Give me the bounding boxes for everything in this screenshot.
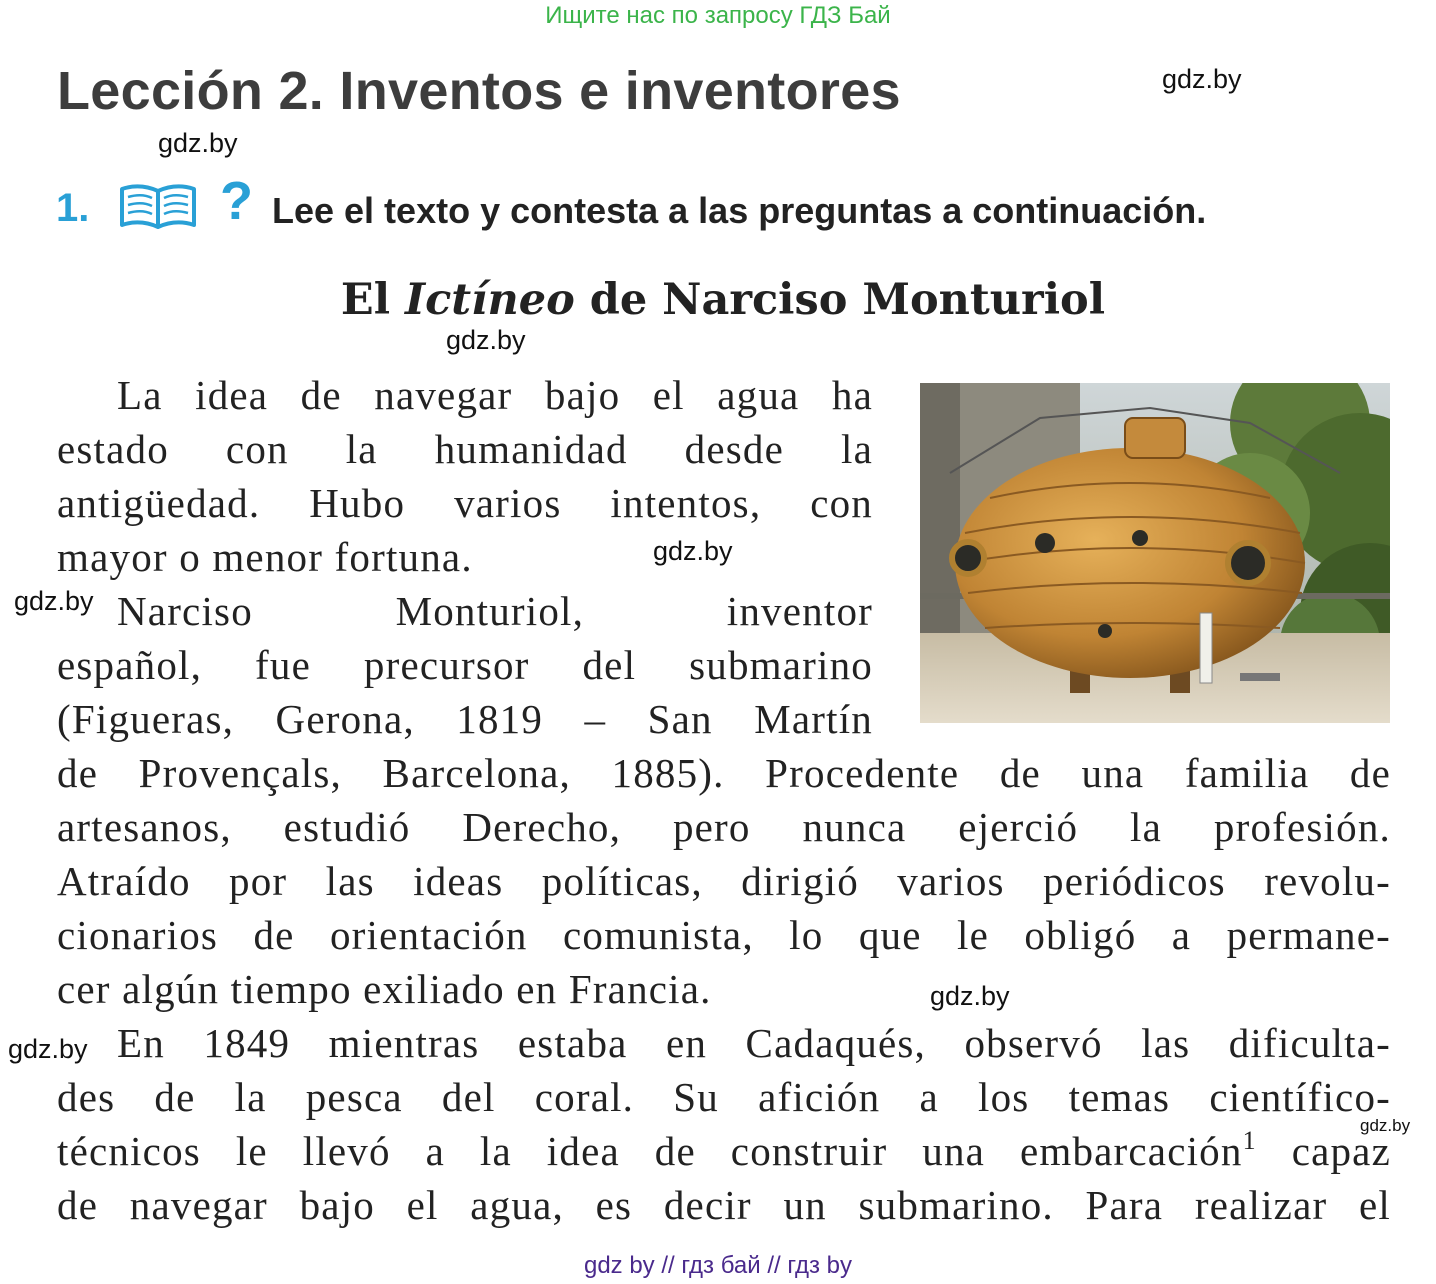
watermark: gdz.by: [158, 128, 238, 158]
top-banner: Ищите нас по запросу ГДЗ Бай: [545, 2, 891, 29]
watermark: gdz.by: [446, 325, 526, 355]
text-fragment: técnicos le llevó a la idea de construir una embarcación: [57, 1128, 1243, 1174]
footnote-mark: 1: [1242, 1126, 1257, 1155]
text-line: Narciso Monturiol, inventor: [117, 588, 873, 634]
text-line: de navegar bajo el agua, es decir un submarino. Para realizar el: [57, 1182, 1391, 1228]
watermark: gdz.by: [14, 586, 94, 616]
text-line: cer algún tiempo exiliado en Francia.: [57, 966, 712, 1012]
text-line: des de la pesca del coral. Su afición a los temas científico-: [57, 1074, 1391, 1120]
text-line: cionarios de orientación comunista, lo que le obligó a permane-: [57, 912, 1391, 958]
article-title-before: El: [340, 275, 406, 325]
text-line: estado con la humanidad desde la: [57, 426, 873, 472]
text-line: antigüedad. Hubo varios intentos, con: [57, 480, 873, 526]
text-line: La idea de navegar bajo el agua ha: [117, 372, 873, 418]
watermark: gdz.by: [653, 536, 733, 566]
text-line: artesanos, estudió Derecho, pero nunca ejerció la profesión.: [57, 804, 1391, 850]
text-fragment: capaz: [1291, 1128, 1391, 1174]
watermark: gdz.by: [930, 981, 1010, 1011]
article-title: [0, 275, 1436, 325]
article-title-after: de Narciso Monturiol: [574, 275, 1106, 325]
text-line: español, fue precursor del submarino: [57, 642, 873, 688]
text-line: de Provençals, Barcelona, 1885). Procedente de una familia de: [57, 750, 1391, 796]
footer: gdz by // гдз бай // гдз by: [583, 1252, 853, 1279]
watermark-small: gdz.by: [1360, 1116, 1411, 1135]
watermark: gdz.by: [1162, 64, 1242, 94]
book-icon: [118, 181, 198, 234]
lesson-title: Lección 2. Inventos e inventores: [57, 61, 901, 121]
text-line: En 1849 mientras estaba en Cadaqués, observó las dificulta-: [117, 1020, 1391, 1066]
ictineo-photo: [920, 383, 1390, 723]
text-line: mayor o menor fortuna.: [57, 534, 473, 580]
exercise-number: 1.: [56, 186, 90, 230]
exercise-instruction: Lee el texto y contesta a las preguntas a continuación.: [272, 190, 1207, 231]
text-line: [57, 1124, 1391, 1178]
article-title-italic: Ictíneo: [405, 275, 575, 325]
question-icon: ?: [220, 171, 253, 231]
text-line: (Figueras, Gerona, 1819 – San Martín: [57, 696, 873, 742]
watermark: gdz.by: [8, 1034, 88, 1064]
text-line: Atraído por las ideas políticas, dirigió varios periódicos revolu-: [57, 858, 1391, 904]
